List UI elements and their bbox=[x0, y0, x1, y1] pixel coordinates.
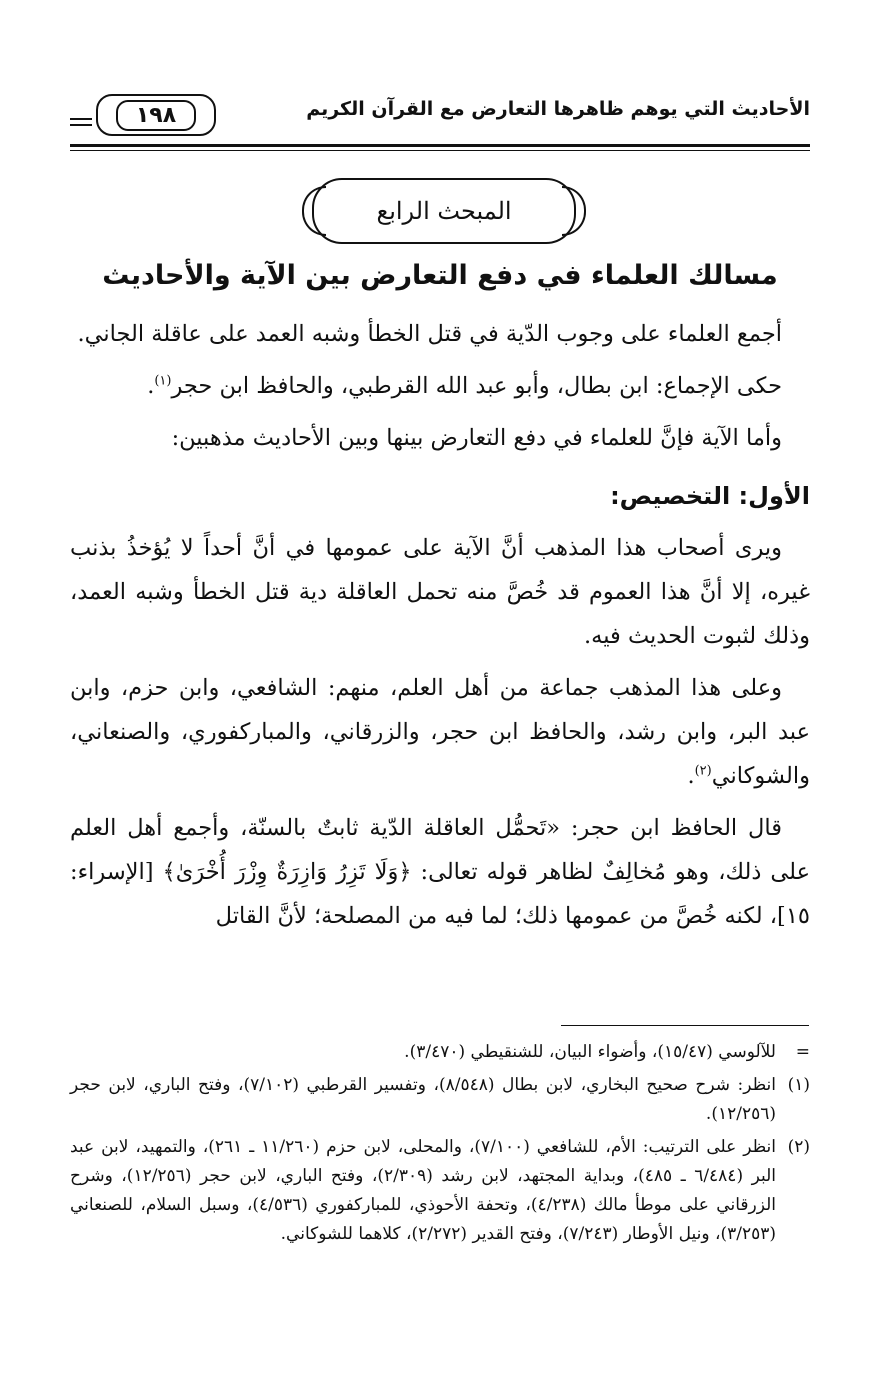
header-dash-line bbox=[70, 124, 92, 126]
paragraph: حكى الإجماع: ابن بطال، وأبو عبد الله القرطبي، والحافظ ابن حجر$^{(١)}$. bbox=[147, 373, 782, 399]
header-dash-line bbox=[70, 118, 92, 120]
section-label: المبحث الرابع bbox=[376, 197, 512, 225]
page-number-frame bbox=[96, 94, 216, 136]
footnotes bbox=[70, 1038, 810, 1253]
section-label-frame bbox=[312, 178, 576, 244]
header-rule bbox=[70, 144, 810, 147]
header-rule-thin bbox=[70, 150, 810, 151]
footnote bbox=[70, 1133, 810, 1249]
footnote-text: انظر: شرح صحيح البخاري، لابن بطال (٨/٥٤٨)، وتفسير القرطبي (٧/١٠٢)، وفتح الباري، لابن حجر (١٢/٢٥٦). bbox=[70, 1075, 777, 1124]
page-header bbox=[70, 92, 810, 138]
paragraph: قال الحافظ ابن حجر: «تَحمُّل العاقلة الدّية ثابتٌ بالسنّة، وأجمع أهل العلم على ذلك، وهو مُخالِفٌ لظاهر قوله تعالى: ﴿وَلَا تَزِرُ وَازِرَةٌ وِزْرَ أُخْرَىٰ﴾ [الإسراء: ١٥]، لكنه خُصَّ من عمومها ذلك؛ لما فيه من المصلحة؛ لأنَّ القاتل bbox=[70, 815, 810, 929]
paragraph: وعلى هذا المذهب جماعة من أهل العلم، منهم: الشافعي، وابن حزم، وابن عبد البر، وابن رشد، والحافظ ابن حجر، والزرقاني، والمباركفوري، والصنعاني، والشوكاني$^{(٢)}$. bbox=[70, 675, 810, 789]
page-number: ١٩٨ bbox=[116, 100, 196, 131]
running-title: الأحاديث التي يوهم ظاهرها التعارض مع القرآن الكريم bbox=[306, 98, 810, 120]
footnote bbox=[70, 1038, 810, 1067]
body-text bbox=[70, 312, 810, 946]
paragraph: ويرى أصحاب هذا المذهب أنَّ الآية على عمومها في أنَّ أحداً لا يُؤخذُ بذنب غيره، إلا أنَّ هذا العموم قد خُصَّ منه تحمل العاقلة دية قتل الخطأ وشبه العمد، وذلك لثبوت الحديث فيه. bbox=[70, 535, 810, 649]
footnote-mark: = bbox=[795, 1042, 810, 1062]
footnote-separator bbox=[561, 1025, 809, 1026]
footnote bbox=[70, 1071, 810, 1129]
footnote-text: انظر على الترتيب: الأم، للشافعي (٧/١٠٠)، والمحلى، لابن حزم (١١/٢٦٠ ـ ٢٦١)، والتمهيد، لابن عبد البر (٦/٤٨٤ ـ ٤٨٥)، وبداية المجتهد، لابن رشد (٢/٣٠٩)، وفتح الباري، لابن حجر (١٢/٢٥٦)، وشرح الزرقاني على موطأ مالك (٤/٢٣٨)، وتحفة الأحوذي، للمباركفوري (٤/٥٣٦)، وسبل السلام، للصنعاني (٣/٢٥٣)، ونيل الأوطار (٧/٢٤٣)، وفتح القدير (٢/٢٧٢)، كلاهما للشوكاني. bbox=[70, 1137, 777, 1244]
footnote-ref[interactable]: (١) bbox=[154, 373, 172, 389]
footnote-mark: (٢) bbox=[787, 1137, 810, 1157]
footnote-mark: (١) bbox=[787, 1075, 810, 1095]
subheading: الأول: التخصيص: bbox=[610, 482, 810, 510]
footnote-text: للآلوسي (١٥/٤٧)، وأضواء البيان، للشنقيطي (٣/٤٧٠). bbox=[404, 1042, 776, 1062]
paragraph: وأما الآية فإنَّ للعلماء في دفع التعارض بينها وبين الأحاديث مذهبين: bbox=[171, 425, 782, 451]
footnote-ref[interactable]: (٢) bbox=[694, 763, 712, 779]
section-heading: مسالك العلماء في دفع التعارض بين الآية والأحاديث bbox=[102, 260, 778, 291]
paragraph: أجمع العلماء على وجوب الدّية في قتل الخطأ وشبه العمد على عاقلة الجاني. bbox=[77, 321, 782, 347]
